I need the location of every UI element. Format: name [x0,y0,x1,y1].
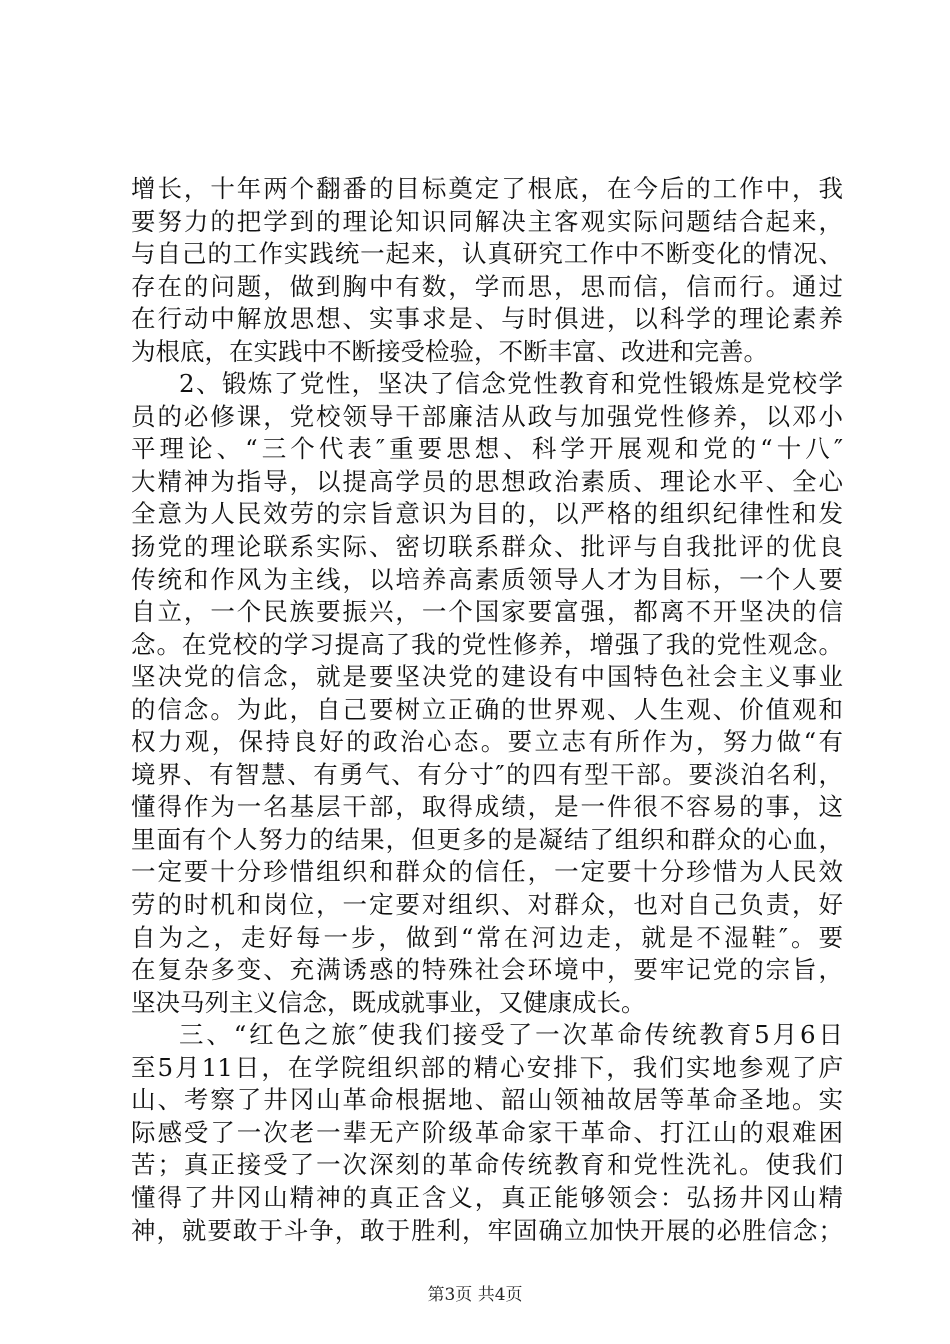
text-line: 念。在党校的学习提高了我的党性修养，增强了我的党性观念。 [131,629,843,659]
text-line: 传统和作风为主线，以培养高素质领导人才为目标，一个人要 [131,564,843,594]
text-line: 山、考察了井冈山革命根据地、韶山领袖故居等革命圣地。实 [131,1085,843,1115]
text-line: 扬党的理论联系实际、密切联系群众、批评与自我批评的优良 [131,532,843,562]
page-footer [0,1284,950,1306]
page-number: 第3页 共4页 [427,1285,523,1305]
text-line: 劳的时机和岗位，一定要对组织、对群众，也对自己负责，好 [131,890,843,920]
text-line: 懂得作为一名基层干部，取得成绩，是一件很不容易的事，这 [131,792,843,822]
text-line: 在行动中解放思想、实事求是、与时俱进，以科学的理论素养 [131,304,843,334]
text-line: 要努力的把学到的理论知识同解决主客观实际问题结合起来， [131,206,843,236]
text-line: 境界、有智慧、有勇气、有分寸″的四有型干部。要淡泊名利， [131,759,843,789]
text-line: 为根底，在实践中不断接受检验，不断丰富、改进和完善。 [131,336,768,366]
text-line: 员的必修课，党校领导干部廉洁从政与加强党性修养，以邓小 [131,401,843,431]
text-line: 的信念。为此，自己要树立正确的世界观、人生观、价值观和 [131,694,843,724]
text-line: 在复杂多变、充满诱惑的特殊社会环境中，要牢记党的宗旨， [131,955,843,985]
text-line: 苦；真正接受了一次深刻的革命传统教育和党性洗礼。使我们 [131,1150,843,1180]
text-line: 一定要十分珍惜组织和群众的信任，一定要十分珍惜为人民效 [131,857,843,887]
text-line: 大精神为指导，以提高学员的思想政治素质、理论水平、全心 [131,466,843,496]
text-line: 平理论、“三个代表″重要思想、科学开展观和党的“十八″ [131,434,843,464]
text-line: 2、锻炼了党性，坚决了信念党性教育和党性锻炼是党校学 [179,369,843,399]
text-line: 里面有个人努力的结果，但更多的是凝结了组织和群众的心血， [131,824,843,854]
text-line: 权力观，保持良好的政治心态。要立志有所作为，努力做“有 [131,727,843,757]
body-text [131,173,843,1247]
text-line: 自立，一个民族要振兴，一个国家要富强，都离不开坚决的信 [131,597,843,627]
text-line: 三、“红色之旅″使我们接受了一次革命传统教育5月6日 [179,1020,843,1050]
text-line: 神，就要敢于斗争，敢于胜利，牢固确立加快开展的必胜信念； [131,1215,843,1245]
text-line: 存在的问题，做到胸中有数，学而思，思而信，信而行。通过 [131,271,843,301]
text-line: 至5月11日，在学院组织部的精心安排下，我们实地参观了庐 [131,1052,843,1082]
text-line: 全意为人民效劳的宗旨意识为目的，以严格的组织纪律性和发 [131,499,843,529]
text-line: 自为之，走好每一步，做到“常在河边走，就是不湿鞋″。要 [131,922,843,952]
text-line: 与自己的工作实践统一起来，认真研究工作中不断变化的情况、 [131,239,843,269]
text-line: 坚决党的信念，就是要坚决党的建设有中国特色社会主义事业 [131,662,843,692]
text-line: 坚决马列主义信念，既成就事业，又健康成长。 [131,987,646,1017]
text-line: 际感受了一次老一辈无产阶级革命家干革命、打江山的艰难困 [131,1117,843,1147]
text-line: 增长，十年两个翻番的目标奠定了根底，在今后的工作中，我 [131,174,843,203]
text-line: 懂得了井冈山精神的真正含义，真正能够领会：弘扬井冈山精 [131,1182,843,1212]
